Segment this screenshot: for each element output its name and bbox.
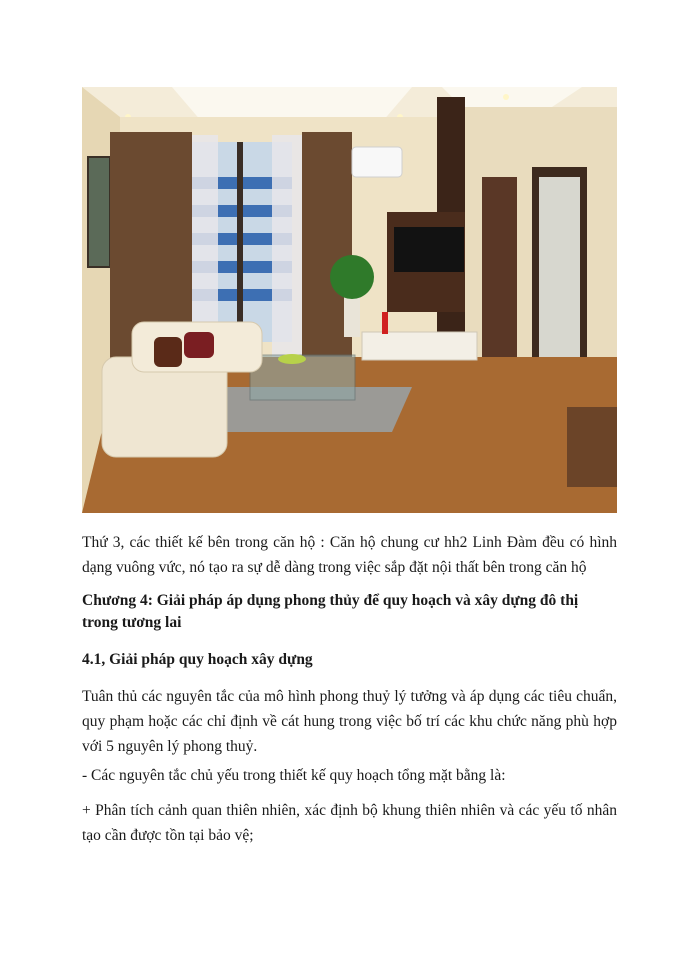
cushion-brown bbox=[154, 337, 182, 367]
television bbox=[394, 227, 464, 272]
ceiling-light bbox=[503, 94, 509, 100]
dining-chair bbox=[567, 407, 617, 487]
plant bbox=[330, 255, 374, 299]
heading-chapter-4: Chương 4: Giải pháp áp dụng phong thủy để quy hoạch và xây dựng đô thị trong tương lai bbox=[82, 592, 579, 631]
paragraph-apartment-design: Thứ 3, các thiết kế bên trong căn hộ : Căn hộ chung cư hh2 Linh Đàm đều có hình dạng vuông vức, nó tạo ra sự dễ dàng trong việc sắp đặt nội thất bên trong căn hộ bbox=[82, 534, 617, 576]
window-frame bbox=[237, 142, 243, 342]
ceiling-tray bbox=[172, 87, 412, 122]
sheer-curtain-right bbox=[272, 135, 302, 365]
paragraph-principles: Tuân thủ các nguyên tắc của mô hình phong thuỷ lý tưởng và áp dụng các tiêu chuẩn, quy phạm hoặc các chỉ định về cát hung trong việc bố trí các khu chức năng phù hợp với 5 nguyên lý phong thuỷ. bbox=[82, 688, 617, 755]
hall-doorway bbox=[482, 177, 517, 377]
cushion-red bbox=[184, 332, 214, 358]
wall-painting bbox=[88, 157, 110, 267]
red-vase bbox=[382, 312, 388, 334]
paragraph-landscape-analysis: + Phân tích cảnh quan thiên nhiên, xác định bộ khung thiên nhiên và các yếu tố nhân tạo cần được tồn tại bảo vệ; bbox=[82, 802, 617, 844]
heading-section-4-1: 4.1, Giải pháp quy hoạch xây dựng bbox=[82, 651, 313, 668]
air-conditioner bbox=[352, 147, 402, 177]
fruit-bowl bbox=[278, 354, 306, 364]
door-glass bbox=[539, 177, 580, 382]
plant-pot bbox=[344, 297, 360, 337]
living-room-illustration bbox=[82, 87, 617, 513]
tv-console bbox=[362, 332, 477, 360]
living-room-photo bbox=[82, 87, 617, 513]
paragraph-main-principles: - Các nguyên tắc chủ yếu trong thiết kế quy hoạch tổng mặt bằng là: bbox=[82, 767, 506, 784]
